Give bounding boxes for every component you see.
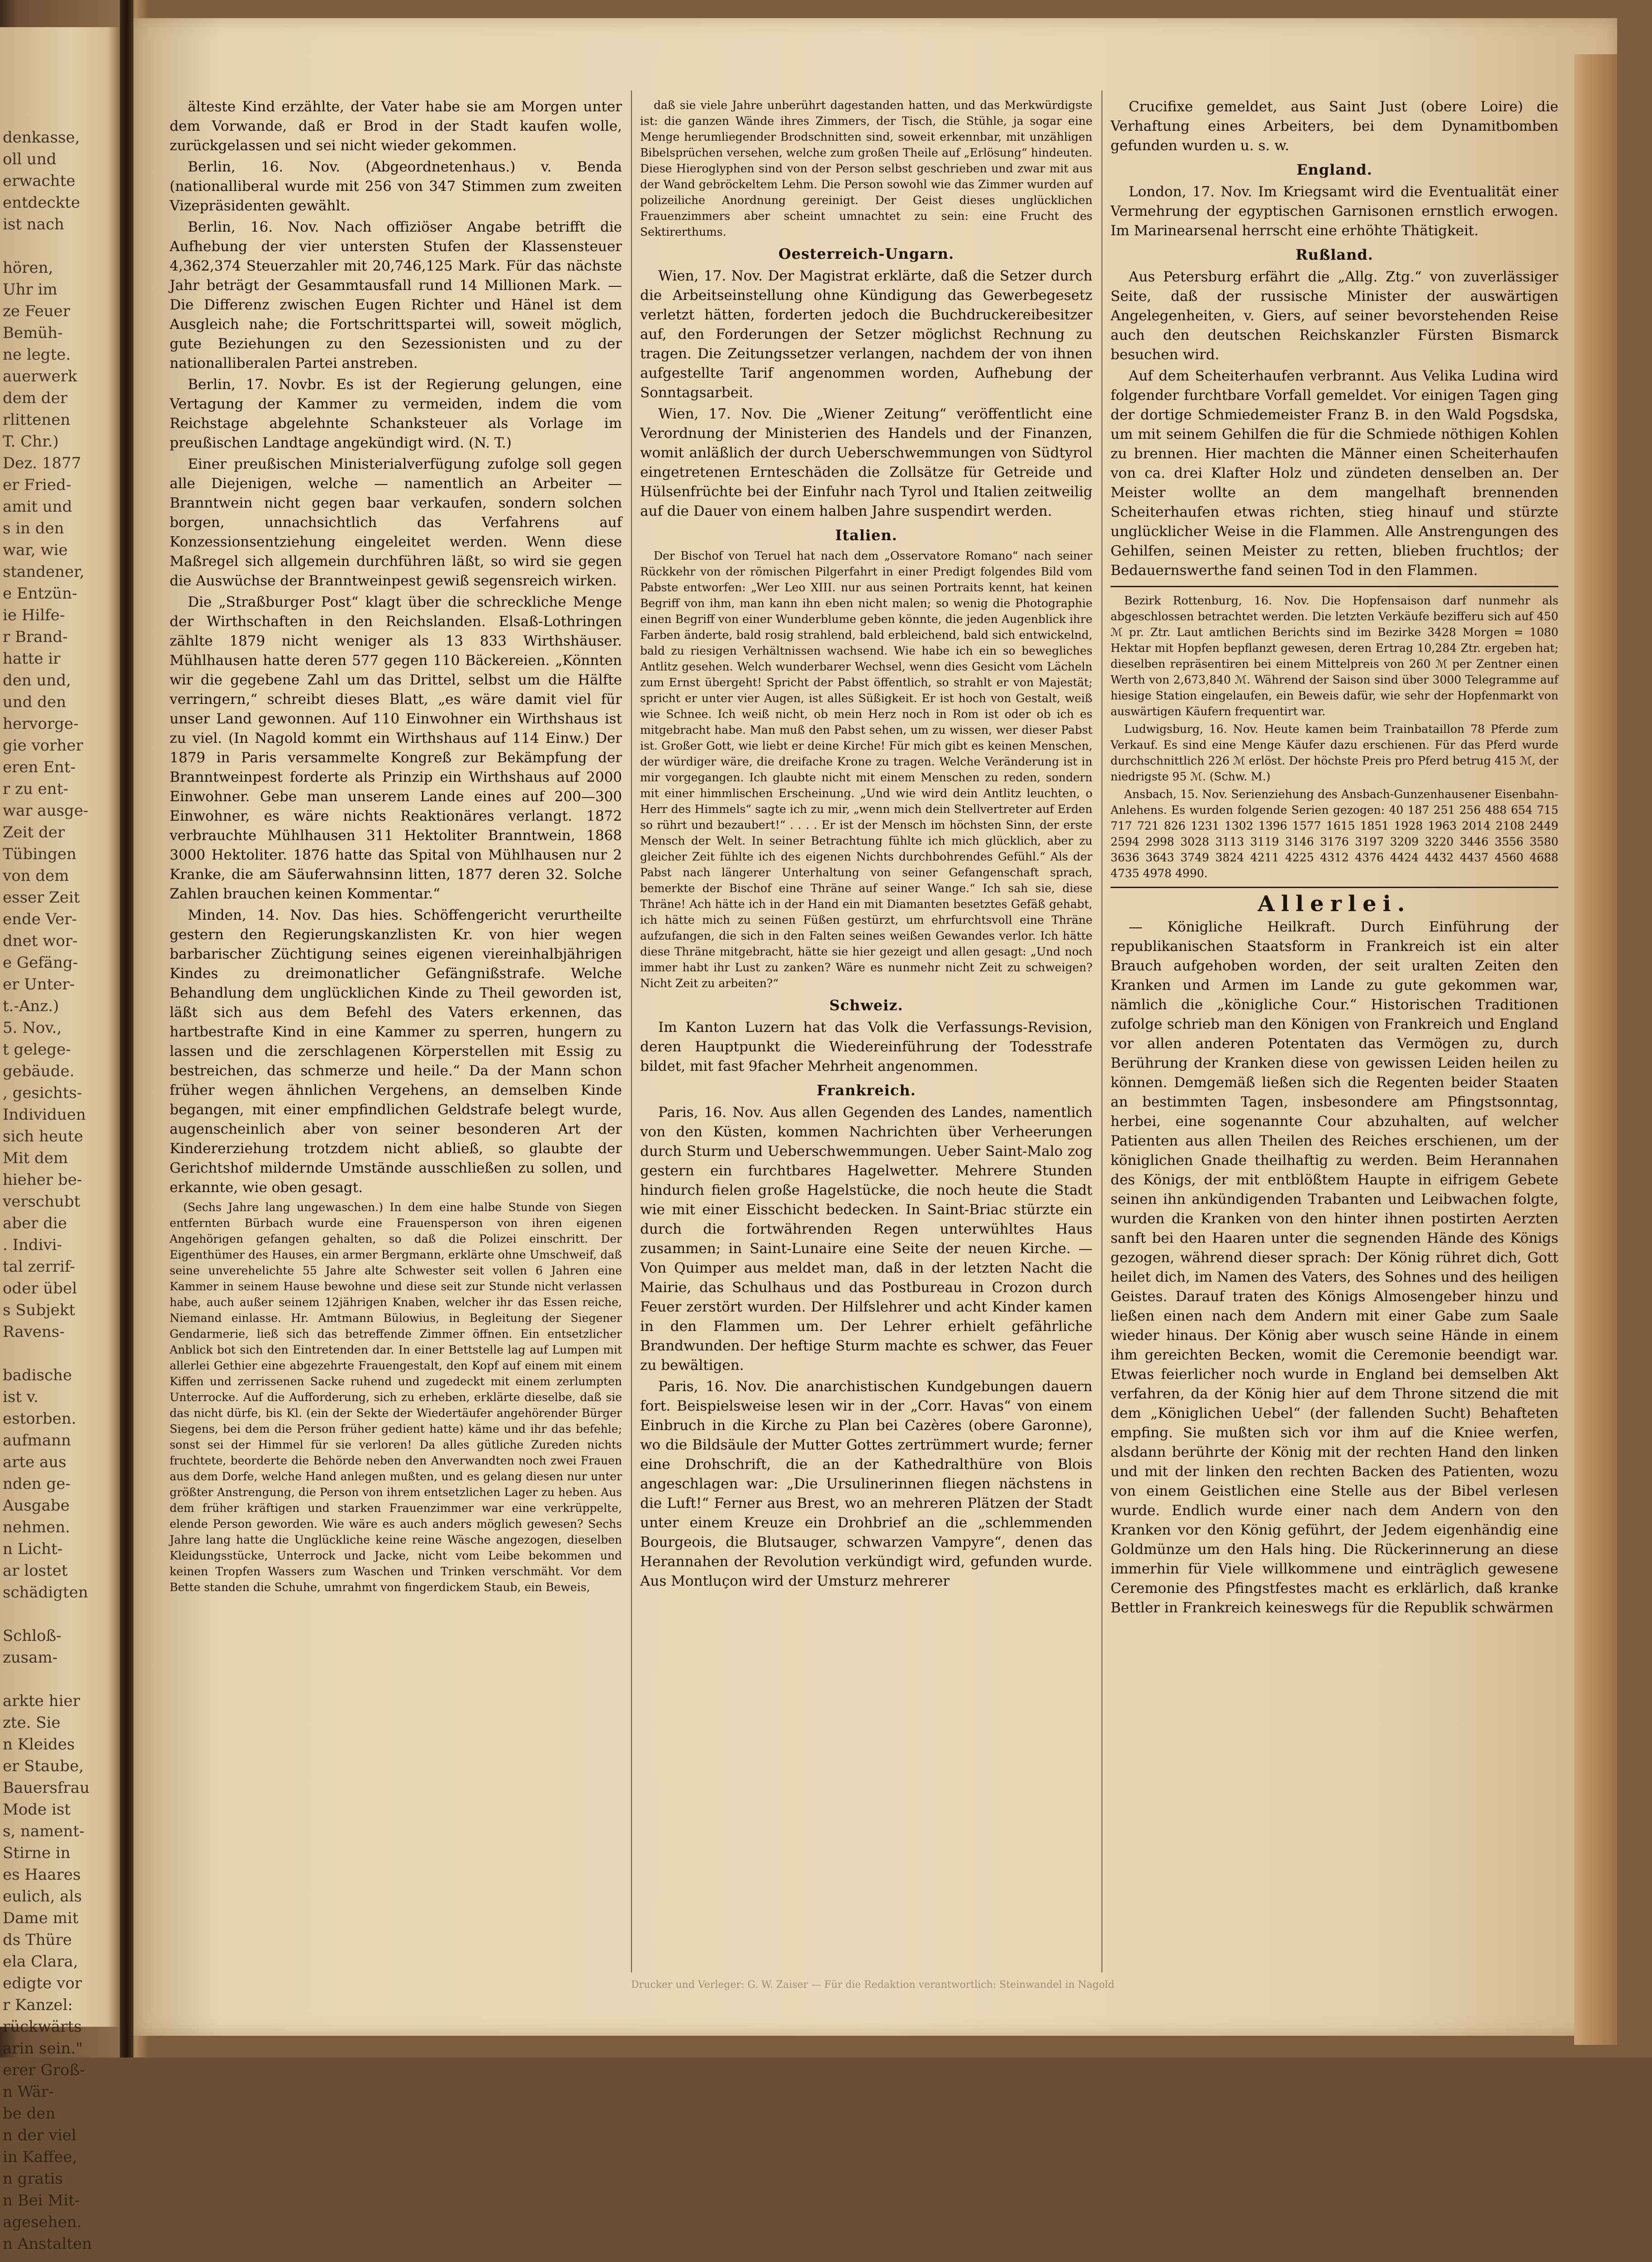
article-paragraph: Ansbach, 15. Nov. Serienziehung des Ansbach-Gunzenhausener Eisenbahn-Anlehens. Es wurden folgende Serien gezogen: 40 187 251 256 488 654 715 717 721 826 1231 1302 1396 1577 1615 1851 1928 1963 2014 2108 2449 2594 2998 3028 3113 3119 3146 3176 3197 3209 3220 3446 3556 3580 3636 3643 3749 3824 4211 4225 4312 4376 4424 4432 4437 4560 4688 4735 4978 4990. bbox=[1111, 788, 1558, 880]
article-paragraph: daß sie viele Jahre unberührt dagestanden hatten, und das Merkwürdigste ist: die ganzen Wände ihres Zimmers, der Tisch, die Stühle, ja sogar eine Menge herumliegender Brodschnitten sind, soweit erkennbar, mit unzähligen Bibelsprüchen versehen, welche zum großen Theile auf „Erlösung“ hindeuten. Diese Hieroglyphen sind von der Person selbst geschrieben und zwar mit aus der Wand gebröckeltem Lehm. Die Person sowohl wie das Zimmer wurden auf polizeiliche Anordnung gereinigt. Der Geist dieses unglücklichen Frauenzimmers aber scheint umnachtet zu sein: eine Frucht des Sektirerthums. bbox=[640, 99, 1092, 238]
column-2 bbox=[640, 97, 1092, 1961]
article-paragraph: — Königliche Heilkraft. Durch Einführung der republikanischen Staatsform in Frankreich ist ein alter Brauch aufgehoben worden, der seit uralten Zeiten den Kranken und Armen im Lande zu gute gekommen war, nämlich die „königliche Cour.“ Historischen Traditionen zufolge schrieb man den Königen von Frankreich und England vor allen anderen Potentaten das Vermögen zu, durch Berührung der Kranken diese von gewissen Leiden heilen zu können. Demgemäß ließen sich die Regenten beider Staaten an bestimmten Tagen, insbesondere am Pfingstsonntag, herbei, eine sogenannte Cour abzuhalten, auf welcher Patienten aus allen Theilen des Reiches erschienen, um der königlichen Gnade theilhaftig zu werden. Beim Herannahen des Königs, der mit entblößtem Haupte in eifrigem Gebete seinen ihn ankündigenden Trabanten und Leibwachen folgte, wurden die Kranken von den hinter ihnen postirten Aerzten sanft bei den Haaren unter die segnenden Hände des Königs gezogen, während dieser sprach: Der König rühret dich, Gott heilet dich, im Namen des Vaters, des Sohnes und des heiligen Geistes. Darauf traten des Königs Almosengeber hinzu und ließen einen nach dem Andern mit einer Gabe zum Saale wieder hinaus. Der König aber wusch seine Hände in einem ihm gereichten Becken, womit die Ceremonie beendigt war. Etwas feierlicher noch wurde in England bei demselben Akt verfahren, da der König hier auf dem Throne sitzend die mit dem „Königlichen Uebel“ (der fallenden Sucht) Behafteten empfing. Sie mußten sich vor ihm auf die Kniee werfen, alsdann berührte der König mit der rechten Hand den linken und mit der linken den rechten Backen des Patienten, wozu von einem Geistlichen eine Stelle aus der Bibel verlesen wurde. Endlich wurde einer nach dem Andern von den Kranken vor den König geführt, der Jedem eigenhändig eine Goldmünze um den Hals hing. Die Rückerinnerung an diese immerhin für Viele willkommene und einträglich gewesene Ceremonie des Pfingstfestes macht es erklärlich, daß kranke Bettler in Frankreich keineswegs für die Republik schwärmen bbox=[1111, 919, 1558, 1616]
page-footer: Drucker und Verleger: G. W. Zaiser — Für die Redaktion verantwortlich: Steinwandel in Nagold bbox=[631, 1979, 1115, 1991]
page-edge bbox=[1574, 54, 1617, 2045]
section-heading: Frankreich. bbox=[817, 1082, 916, 1099]
section-heading: Italien. bbox=[835, 527, 897, 544]
book-gutter bbox=[120, 0, 133, 2058]
article-paragraph: Bezirk Rottenburg, 16. Nov. Die Hopfensaison darf nunmehr als abgeschlossen betrachtet werden. Die letzten Verkäufe bezifferu sich auf 450 ℳ pr. Ztr. Laut amtlichen Berichts sind im Bezirke 3428 Morgen = 1080 Hektar mit Hopfen bepflanzt gewesen, deren Ertrag 10,284 Ztr. ergeben hat; dieselben repräsentiren bei einem Mittelpreis von 260 ℳ per Zentner einen Werth von 2,673,840 ℳ. Während der Saison sind über 3000 Telegramme auf hiesige Station eingelaufen, ein Beweis dafür, wie sehr der Hopfenmarkt von auswärtigen Käufern frequentirt war. bbox=[1111, 594, 1558, 718]
article-paragraph: Paris, 16. Nov. Aus allen Gegenden des Landes, namentlich von den Küsten, kommen Nachrichten über Verheerungen durch Sturm und Ueberschwemmungen. Ueber Saint-Malo zog gestern ein furchtbares Hagelwetter. Mehrere Stunden hindurch fielen große Hagelstücke, die noch heute die Stadt wie mit einer Eisschicht bedecken. In Saint-Briac stürzte ein durch die fortwährenden Regen unterwühltes Haus zusammen; in Saint-Lunaire eine Seite der neuen Kirche. — Von Quimper aus meldet man, daß in der letzten Nacht die Mairie, das Schulhaus und das Postbureau in Crozon durch Feuer zerstört wurden. Der Hilfslehrer und acht Kinder kamen in den Flammen um. Der Lehrer erhielt gefährliche Brandwunden. Der heftige Sturm machte es schwer, das Feuer zu bewältigen. bbox=[640, 1104, 1092, 1373]
section-heading: Oesterreich-Ungarn. bbox=[778, 245, 954, 262]
article-paragraph: Paris, 16. Nov. Die anarchistischen Kundgebungen dauern fort. Beispielsweise lesen wir in der „Corr. Havas“ von einem Einbruch in die Kirche zu Plan bei Cazères (obere Garonne), wo die Bildsäule der Mutter Gottes zertrümmert wurde; ferner eine Drohschrift, die an der Kathedralthüre von Blois angeschlagen war: „Die Ursulinerinnen fliegen nächstens in die Luft!“ Ferner aus Brest, wo an mehreren Plätzen der Stadt unter einem Kreuze ein Drohbrief an die „schlemmenden Bourgeois, die Blutsauger, schwarzen Vampyre“, denen das Herannahen der Revolution verkündigt wird, gefunden wurde. Aus Montluçon wird der Umsturz mehrerer bbox=[640, 1378, 1092, 1589]
column-rule bbox=[1101, 90, 1102, 1972]
divider bbox=[1111, 586, 1558, 587]
article-paragraph: (Sechs Jahre lang ungewaschen.) In dem eine halbe Stunde von Siegen entfernten Bürbach wurde eine Frauensperson von ihren eigenen Angehörigen gefangen gehalten, so daß die Polizei einschritt. Der Eigenthümer des Hauses, ein armer Bergmann, erklärte ohne Umschweif, daß seine unverehelichte 55 Jahre alte Schwester seit vollen 6 Jahren eine Kammer in seinem Hause bewohne und diese seit zur Stunde nicht verlassen habe, auch außer seinem 12jährigen Knaben, welcher ihr das Essen reiche, Niemand einlasse. Hr. Amtmann Bülowius, in Begleitung der Siegener Gendarmerie, ließ sich das betreffende Zimmer öffnen. Ein entsetzlicher Anblick bot sich den Eintretenden dar. In einer Bettstelle lag auf Lumpen mit allerlei Gethier eine abgezehrte Frauengestalt, den Kopf auf einem mit einem Kiffen und zerrissenen Sacke ruhend und zugedeckt mit einem zerlumpten Unterrocke. Auf die Aufforderung, sich zu erheben, erklärte dieselbe, daß sie das nicht dürfe, bis Kl. (ein der Sekte der Wiedertäufer angehörender Bürger Siegens, bei dem die Person früher gedient hatte) käme und ihr das befehle; sonst sei der Himmel für sie verloren! Da alles gütliche Zureden nichts fruchtete, beorderte die Behörde neben den Anverwandten noch zwei Frauen aus dem Dorfe, welche Hand anlegen mußten, und es gelang diesen nur unter größter Anstrengung, die Person von ihrem entsetzlichen Lager zu heben. Aus dem früher kräftigen und starken Frauenzimmer war eine verkrüppelte, elende Person geworden. Wie wäre es auch anders möglich gewesen? Sechs Jahre lang hatte die Unglückliche keine reine Wäsche angezogen, dieselben Kleidungsstücke, Unterrock und Jacke, nicht vom Leibe bekommen und keinen Tropfen Wassers zum Waschen und Trinken verschmäht. Vor dem Bette standen die Schuhe, umrahmt von fingerdickem Staub, ein Beweis, bbox=[170, 1201, 622, 1594]
article-paragraph: Berlin, 16. Nov. (Abgeordnetenhaus.) v. Benda (nationalliberal wurde mit 256 von 347 Stimmen zum zweiten Vizepräsidenten gewählt. bbox=[170, 159, 622, 214]
article-paragraph: Berlin, 16. Nov. Nach offiziöser Angabe betrifft die Aufhebung der vier untersten Stufen der Klassensteuer 4,362,374 Steuerzahler mit 20,746,125 Mark. Für das nächste Jahr beträgt der Gesammtausfall rund 14 Millionen Mark. — Die Differenz zwischen Eugen Richter und Hänel ist dem Ausgleich nahe; die Fortschrittspartei will, soweit möglich, gute Beziehungen zu den Sezessionisten und zu der nationalliberalen Partei anstreben. bbox=[170, 219, 622, 371]
article-paragraph: Im Kanton Luzern hat das Volk die Verfassungs-Revision, deren Hauptpunkt die Wiedereinführung der Todesstrafe bildet, mit fast 9facher Mehrheit angenommen. bbox=[640, 1019, 1092, 1074]
section-heading: Schweiz. bbox=[829, 997, 903, 1014]
section-title: Allerlei. bbox=[1258, 891, 1411, 917]
article-paragraph: Ludwigsburg, 16. Nov. Heute kamen beim Trainbataillon 78 Pferde zum Verkauf. Es sind eine Menge Käufer dazu erschienen. Für das Pferd wurde durchschnittlich 226 ℳ erlöst. Der höchste Preis pro Pferd betrug 415 ℳ, der niedrigste 95 ℳ. (Schw. M.) bbox=[1111, 722, 1558, 783]
left-page-text: denkasse, oll und erwachte entdeckte ist nach hören, Uhr im ze Feuer Bemüh- ne legte. auerwerk dem der rlittenen T. Chr.) Dez. 1877 er Fried- amit und s in den war, wie standener, e Entzün- ie Hilfe- r Brand- hatte ir den und, und den hervorge- gie vorher eren Ent- r zu ent- war ausge- Zeit der Tübingen von dem esser Zeit ende Ver- dnet wor- e Gefäng- er Unter- t.-Anz.) 5. Nov., t gelege- gebäude. , gesichts- Individuen sich heute Mit dem hieher be- verschubt aber die . Indivi- tal zerrif- oder übel s Subjekt Ravens- badische ist v. estorben. aufmann arte aus nden ge- Ausgabe nehmen. n Licht- ar lostet schädigten Schloß- zusam- arkte hier zte. Sie n Kleides er Staube, Bauersfrau Mode ist s, nament- Stirne in es Haares eulich, als Dame mit ds Thüre ela Clara, edigte vor r Kanzel: rückwärts arin sein." erer Groß- n Wär- be den n der viel in Kaffee, n gratis n Bei Mit- agesehen. n Anstalten bbox=[3, 128, 92, 2253]
article-paragraph: älteste Kind erzählte, der Vater habe sie am Morgen unter dem Vorwande, daß er Brod in der Stadt kaufen wolle, zurückgelassen und sei nicht wieder gekommen. bbox=[170, 99, 622, 154]
article-paragraph: Auf dem Scheiterhaufen verbrannt. Aus Velika Ludina wird folgender furchtbare Vorfall gemeldet. Vor einigen Tagen ging der dortige Schmiedemeister Franz B. in den Wald Pogsdska, um mit seinem Gehilfen die für die Schmiede nöthigen Kohlen zu brennen. Hier machten die Männer einen Scheiterhaufen von ca. drei Klafter Holz und zündeten denselben an. Der Meister wollte an dem mangelhaft brennenden Scheiterhaufen etwas richten, stieg hinauf und stürzte unglücklicher Weise in die Flammen. Alle Anstrengungen des Gehilfen, seinen Meister zu retten, blieben fruchtlos; der Bedauernswerthe fand seinen Tod in den Flammen. bbox=[1111, 368, 1558, 579]
article-paragraph: London, 17. Nov. Im Kriegsamt wird die Eventualität einer Vermehrung der egyptischen Garnisonen ernstlich erwogen. Im Marinearsenal herrscht eine erhöhte Thätigkeit. bbox=[1111, 184, 1558, 239]
section-heading: Rußland. bbox=[1296, 246, 1373, 263]
article-paragraph: Einer preußischen Ministerialverfügung zufolge soll gegen alle Diejenigen, welche — namentlich an Arbeiter — Branntwein nicht gegen baar verkaufen, sondern solchen borgen, unnachsichtlich das Verfahrens auf Konzessionsentziehung eingeleitet werden. Wenn diese Maßregel sich allgemein durchführen läßt, so wird sie gegen die Auswüchse der Branntweinpest gewiß segensreich wirken. bbox=[170, 456, 622, 589]
article-paragraph: Wien, 17. Nov. Der Magistrat erklärte, daß die Setzer durch die Arbeitseinstellung ohne Kündigung das Gewerbegesetz verletzt hätten, forderten jedoch die Buchdruckereibesitzer auf, den Forderungen der Setzer möglichst Rechnung zu tragen. Die Zeitungssetzer verlangen, nachdem der von ihnen aufgestellte Tarif angenommen worden, Aufhebung der Sonntagsarbeit. bbox=[640, 268, 1092, 401]
section-heading: England. bbox=[1296, 161, 1372, 178]
article-paragraph: Aus Petersburg erfährt die „Allg. Ztg.“ von zuverlässiger Seite, daß der russische Minister der auswärtigen Angelegenheiten, v. Giers, auf seiner bevorstehenden Reise auch den deutschen Reichskanzler Fürsten Bismarck besuchen wird. bbox=[1111, 269, 1558, 363]
article-paragraph: Minden, 14. Nov. Das hies. Schöffengericht verurtheilte gestern den Regierungskanzlisten Kr. von hier wegen barbarischer Züchtigung seines eigenen viereinhalbjährigen Kindes zu dreimonatlicher Gefängnißstrafe. Welche Behandlung dem unglücklichen Kinde zu Theil geworden ist, läßt sich aus dem Befehl des Vaters erkennen, das hartbestrafte Kind in eine Kammer zu sperren, hungern zu lassen und die zerschlagenen Körperstellen mit Essig zu bestreichen, das schmerze und heile.“ Da der Mann schon früher wegen ähnlichen Vergehens, an demselben Kinde begangen, mit einer empfindlichen Geldstrafe belegt wurde, augenscheinlich aber von seiner besonderen Art der Kindererziehung trotzdem nicht abließ, so glaubte der Gerichtshof mildernde Umstände ausschließen zu sollen, und erkannte, wie oben gesagt. bbox=[170, 907, 622, 1196]
newspaper-page bbox=[133, 18, 1617, 2036]
divider bbox=[1111, 887, 1558, 888]
column-1 bbox=[170, 97, 622, 1961]
article-paragraph: Der Bischof von Teruel hat nach dem „Osservatore Romano“ nach seiner Rückkehr von der römischen Pilgerfahrt in einer Predigt folgendes Bild vom Pabste entworfen: „Wer Leo XIII. nur aus seinen Portraits kennt, hat keinen Begriff von ihm, man kann ihn eben nicht malen; so wenig die Photographie einen Begriff von einer Wunderblume geben könnte, die jeden Augenblick ihre Farben änderte, bald rosig strahlend, bald erbleichend, bald sich entwickelnd, bald zu riesigen Verhältnissen wachsend. Wie habe ich ein so bewegliches Antlitz gesehen. Welch wunderbarer Wechsel, wenn dies Gesicht vom Lächeln zum Ernst übergeht! Spricht der Pabst öffentlich, so strahlt er von Majestät; spricht er unter vier Augen, ist alles Süßigkeit. Er ist hoch von Gestalt, weiß wie Schnee. Ich weiß nicht, ob mein Herz noch in Rom ist oder ob ich es mitgebracht habe. Man muß den Pabst sehen, um zu wissen, wer dieser Pabst ist. Großer Gott, wie liebt er deine Kirche! Für mich gibt es keinen Menschen, der würdiger wäre, die dreifache Krone zu tragen. Welche Veränderung ist in mir vorgegangen. Ich glaubte nicht mit einem Menschen zu reden, sondern mit einer himmlischen Erscheinung. „Und wie wird dein Antlitz leuchten, o Herr des Himmels“ sagte ich zu mir, „wenn mich dein Stellvertreter auf Erden so rührt und bezaubert!“ . . . . Er ist der Mensch im höchsten Sinn, der erste Mensch der Welt. In seiner Betrachtung fühlte ich mich glücklich, aber zu gleicher Zeit fühlte ich des eigenen Nichts durchbohrendes Gefühl.“ Als der Pabst nach längerer Unterhaltung von seiner Gefangenschaft sprach, bemerkte der Bischof eine Thräne auf seiner Wange.“ Ich sah sie, diese Thräne! Ach hätte ich in der Hand ein mit Diamanten besetztes Gefäß gehabt, ich hätte mich zu seinen Füßen gestürzt, um ehrfurchtsvoll eine Thräne aufzufangen, die sich in den Falten seines weißen Gewandes verlor. Ich hätte diese Thräne mitgebracht, hätte sie hier gezeigt und allen gesagt: „Und noch immer habt ihr Lust zu zanken? Wäre es nunmehr nicht Zeit zu schweigen? Nicht Zeit zu arbeiten?“ bbox=[640, 549, 1092, 990]
column-3 bbox=[1111, 97, 1558, 1961]
article-paragraph: Crucifixe gemeldet, aus Saint Just (obere Loire) die Verhaftung eines Arbeiters, bei dem Dynamitbomben gefunden wurden u. s. w. bbox=[1111, 99, 1558, 154]
article-paragraph: Die „Straßburger Post“ klagt über die schreckliche Menge der Wirthschaften in den Reichslanden. Elsaß-Lothringen zählte 1879 nicht weniger als 13 833 Wirthshäuser. Mühlhausen hatte deren 577 gegen 110 Bäckereien. „Könnten wir die gegebene Zahl um das Drittel, selbst um die Hälfte verringern,“ schreibt dieses Blatt, „es wäre damit viel für unser Land gewonnen. Auf 110 Einwohner ein Wirthshaus ist zu viel. (In Nagold kommt ein Wirthshaus auf 114 Einw.) Der 1879 in Paris versammelte Kongreß zur Bekämpfung der Branntweinpest forderte als Prinzip ein Wirthshaus auf 2000 Einwohner. Gebe man unserem Lande eines auf 200—300 Einwohner, es wäre nichts Reaktionäres verlangt. 1872 verbrauchte Mühlhausen 311 Hektoliter Branntwein, 1868 3000 Hektoliter. 1876 hatte das Spital von Mühlhausen nur 2 Kranke, die am Säuferwahnsinn litten, 1877 deren 32. Solche Zahlen brauchen keinen Kommentar.“ bbox=[170, 594, 622, 902]
article-paragraph: Wien, 17. Nov. Die „Wiener Zeitung“ veröffentlicht eine Verordnung der Ministerien des Handels und der Finanzen, womit anläßlich der durch Ueberschwemmungen von Südtyrol eingetretenen Ernteschäden die Zollsätze für Getreide und Hülsenfrüchte bei der Einfuhr nach Tyrol und Italien zeitweilig auf die Dauer von einem halben Jahre suspendirt werden. bbox=[640, 406, 1092, 519]
article-paragraph: Berlin, 17. Novbr. Es ist der Regierung gelungen, eine Vertagung der Kammer zu vermeiden, indem die vom Reichstage abgelehnte Schanksteuer als Vorlage im preußischen Landtage angekündigt wird. (N. T.) bbox=[170, 376, 622, 451]
left-page-fragment bbox=[0, 27, 120, 2253]
column-rule bbox=[631, 90, 632, 1972]
